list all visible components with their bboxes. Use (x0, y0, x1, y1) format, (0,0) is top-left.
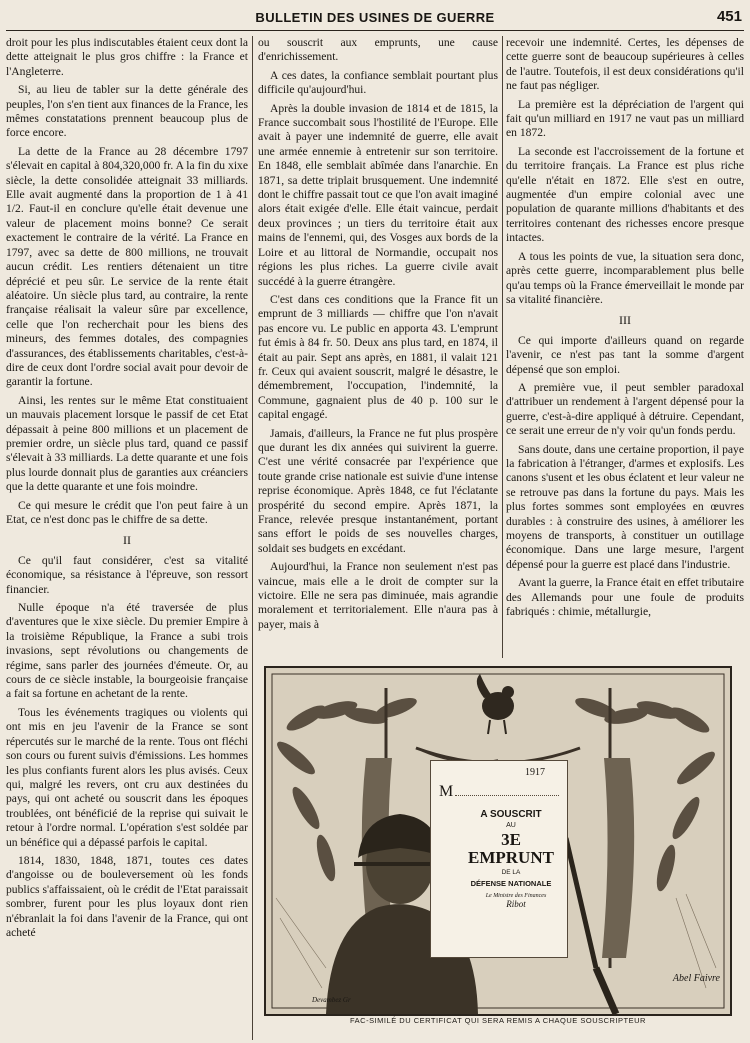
minister-title: Le Ministre des Finances (485, 893, 547, 899)
column-right (506, 36, 744, 658)
section-heading-ii: II (123, 533, 131, 548)
header-rule (6, 30, 744, 31)
certificate-line-5: DÉFENSE NATIONALE (470, 879, 552, 888)
artist-signature: Abel Faivre (672, 973, 720, 984)
paragraph: Ce qu'il faut considérer, c'est sa vitalité économique, sa résistance à l'épreuve, son ressort financier. (6, 553, 248, 596)
paragraph: A ces dates, la confiance semblait pourtant plus difficile qu'aujourd'hui. (258, 68, 498, 97)
page-header (0, 0, 750, 34)
column-divider-2 (502, 36, 503, 658)
paragraph: La première est la dépréciation de l'argent qui fait qu'un milliard en 1917 ne vaut pas un milliard en 1872. (506, 97, 744, 140)
certificate-salutation: M (439, 783, 454, 800)
paragraph: recevoir une indemnité. Certes, les dépenses de cette guerre sont de beaucoup supérieures à celles de l'autre. Toutefois, il est deux considérations qu'il ne faut pas négliger. (506, 36, 744, 93)
paragraph: Tous les événements tragiques ou violents qui ont mis en jeu l'avenir de la France se sont répercutés sur le marché de la rente. Tous ont fléchi son cours ou furent suivis d'émissions. Les hommes les plus confiants furent alors les plus avisés. Ceux qui, malgré les revers, ont cru aux destinées du pays, qui ont acheté ou souscrit dans les époques troublées, ont bénéficié de la reprise qui suivait le retour à l'ordre normal. L'opération s'est soldée par un bénéfice qui a dépassé parfois le capital. (6, 705, 248, 849)
printer-mark: Devambez Gr (312, 996, 351, 1004)
journal-title: BULLETIN DES USINES DE GUERRE (255, 10, 495, 25)
certificate-card (430, 760, 568, 958)
page-number: 451 (716, 8, 742, 25)
paragraph: Sans doute, dans une certaine proportion, il paye la fabrication à l'étranger, d'armes et explosifs. Les canons s'usent et les obus éclatent et leur valeur ne se retrouve pas dans la fortune du pays. Mais les plus fortes sommes sont employées en œuvres durables : à construire des usines, à améliorer les moyens de transports, à constituer un outillage économique. Dans une large mesure, l'argent dépensé pour la guerre est placé dans l'industrie. (506, 442, 744, 571)
paragraph: Si, au lieu de tabler sur la dette générale des peuples, l'on s'en tient aux finances de la France, les mêmes constatations prennent beaucoup plus de force encore. (6, 83, 248, 140)
paragraph: Après la double invasion de 1814 et de 1815, la France succombait sous l'hostilité de l'Europe. Elle avait à payer une indemnité de guerre, elle avait une armée ennemie à entretenir sur son territoire. En 1848, elle semblait abîmée dans l'anarchie. En 1871, sa dette triplait brusquement. Une indemnité dont le chiffre passait tout ce que l'on avait imaginé alors était exigée d'elle. Elle était vaincue, perdait deux provinces ; un tiers du territoire était aux mains de l'ennemi, qui, des Vosges aux bords de la Loire et au littoral de Normandie, occupait nos régions les plus riches. La guerre civile avait succédé à la guerre étrangère. (258, 101, 498, 288)
column-left (6, 36, 248, 1040)
paragraph: Jamais, d'ailleurs, la France ne fut plus prospère que durant les dix années qui suivirent la guerre. C'est une vérité consacrée par l'expérience que toute grande crise nationale est suivie d'une intense reprise économique. Après 1848, ce fut l'éclatante prospérité du second empire. Après 1871, la France, relevée presque instantanément, portant sans effort le poids de ses nouvelles charges, soldait ses budgets en excédant. (258, 426, 498, 555)
certificate-year: 1917 (525, 767, 545, 778)
certificate-line-2: AU (506, 822, 516, 829)
paragraph: Nulle époque n'a été traversée de plus d'aventures que le xixe siècle. Du premier Empire à la troisième République, la France a subi trois invasions, sept révolutions ou changements de régime, sans parler des journées d'émeute. Or, au cours de ce siècle instable, la bourgeoisie française a fait sa fortune en achetant de la rente. (6, 601, 248, 701)
paragraph: Ce qui mesure le crédit que l'on peut faire à un Etat, ce n'est donc pas le chiffre de sa dette. (6, 498, 248, 526)
paragraph: 1814, 1830, 1848, 1871, toutes ces dates d'angoisse ou de bouleversement où les fonds publics s'affaissaient, où le crédit de l'Etat paraissait sombrer, furent pour les plus loyaux dont rien n'ébranlait la foi dans l'avenir de la France, qui ont acheté (6, 853, 248, 939)
name-line (455, 795, 559, 796)
paragraph: A tous les points de vue, la situation sera donc, après cette guerre, incomparablement plus belle qu'au temps où la France émerveillait le monde par sa vitalité financière. (506, 249, 744, 306)
figure-caption: FAC-SIMILÉ DU CERTIFICAT QUI SERA REMIS A CHAQUE SOUSCRIPTEUR (350, 1016, 646, 1025)
paragraph: Aujourd'hui, la France non seulement n'est pas vaincue, mais elle a le droit de compter sur la victoire. Elle ne sera pas diminuée, mais agrandie moralement et territorialement. Elle n'aura pas à payer, mais à (258, 560, 498, 631)
paragraph: Ainsi, les rentes sur le même Etat constituaient un mauvais placement lorsque le passif de cet Etat dépassait à peine 800 millions et un placement de premier ordre, un siècle plus tard, quand ce passif s'élevait à 33 milliards. La dette quarante et une fois plus lourde donnait plus de garanties aux créanciers que la dette quarante et une fois moindre. (6, 393, 248, 494)
certificate-line-1: A SOUSCRIT (480, 809, 542, 820)
paragraph: Ce qui importe d'ailleurs quand on regarde l'avenir, ce n'est pas tant la somme d'argent dépensé que son emploi. (506, 333, 744, 376)
column-middle (258, 36, 498, 658)
certificate-line-3: 3E EMPRUNT (468, 830, 554, 867)
paragraph: La seconde est l'accroissement de la fortune et du territoire français. La France est plus riche qu'elle n'était en 1872. Elle s'est en outre, augmentée d'un empire colonial avec une population de quarante millions d'habitants et des territoires contenant des richesses encore presque intactes. (506, 144, 744, 245)
minister-name: Ribot (506, 899, 526, 909)
paragraph: La dette de la France au 28 décembre 1797 s'élevait en capital à 804,320,000 fr. A la fin du xixe siècle, la dette consolidée atteignait 33 milliards. Elle avait augmenté dans la proportion de 1 à 41 1/2. Faut-il en conclure qu'elle était devenue une valeur de placement moins bonne? Ce serait exactement le contraire de la vérité. La France en 1797, avec sa dette de 800 millions, ne trouvait aucun crédit. Les rentiers détenaient un titre déprécié et peu sûr. Le service de la rente était aléatoire. Un siècle plus tard, au contraire, la rente française réalisait la valeur sûre par excellence, celle que l'on recherchait pour les biens des mineurs, des femmes dotales, des compagnies d'assurances, des établissements charitables, c'est-à-dire de ceux dont l'ordre social avait pour devoir de garantir la fortune. (6, 144, 248, 389)
certificate-illustration (264, 666, 732, 1016)
paragraph: ou souscrit aux emprunts, une cause d'enrichissement. (258, 36, 498, 64)
certificate-text (459, 809, 563, 889)
paragraph: C'est dans ces conditions que la France fit un emprunt de 3 milliards — chiffre que l'on n'avait pas encore vu. Le public en apporta 43. L'emprunt fut émis à 84 fr. 50. Deux ans plus tard, en 1874, il était au pair. Sept ans après, en 1881, il valait 121 fr. Ceux qui avaient souscrit, malgré le désastre, le démembrement, l'occupation, l'indemnité, la Commune, gagnaient plus de 40 p. 100 sur le capital engagé. (258, 292, 498, 422)
paragraph: droit pour les plus indiscutables étaient ceux dont la dette atteignait le plus gros chiffre : la France et l'Angleterre. (6, 36, 248, 78)
paragraph: Avant la guerre, la France était en effet tributaire des Allemands pour une foule de produits fabriqués : chimie, métallurgie, (506, 576, 744, 619)
certificate-line-4: DE LA (501, 869, 521, 876)
paragraph: A première vue, il peut sembler paradoxal d'attribuer un rendement à l'argent dépensé pour la guerre, c'est-à-dire appliqué à détruire. Cependant, ce serait une erreur de n'y voir qu'un fonds perdu. (506, 380, 744, 438)
column-divider-1 (252, 36, 253, 1040)
minister-signature (471, 893, 561, 909)
section-heading-iii: III (619, 313, 631, 328)
